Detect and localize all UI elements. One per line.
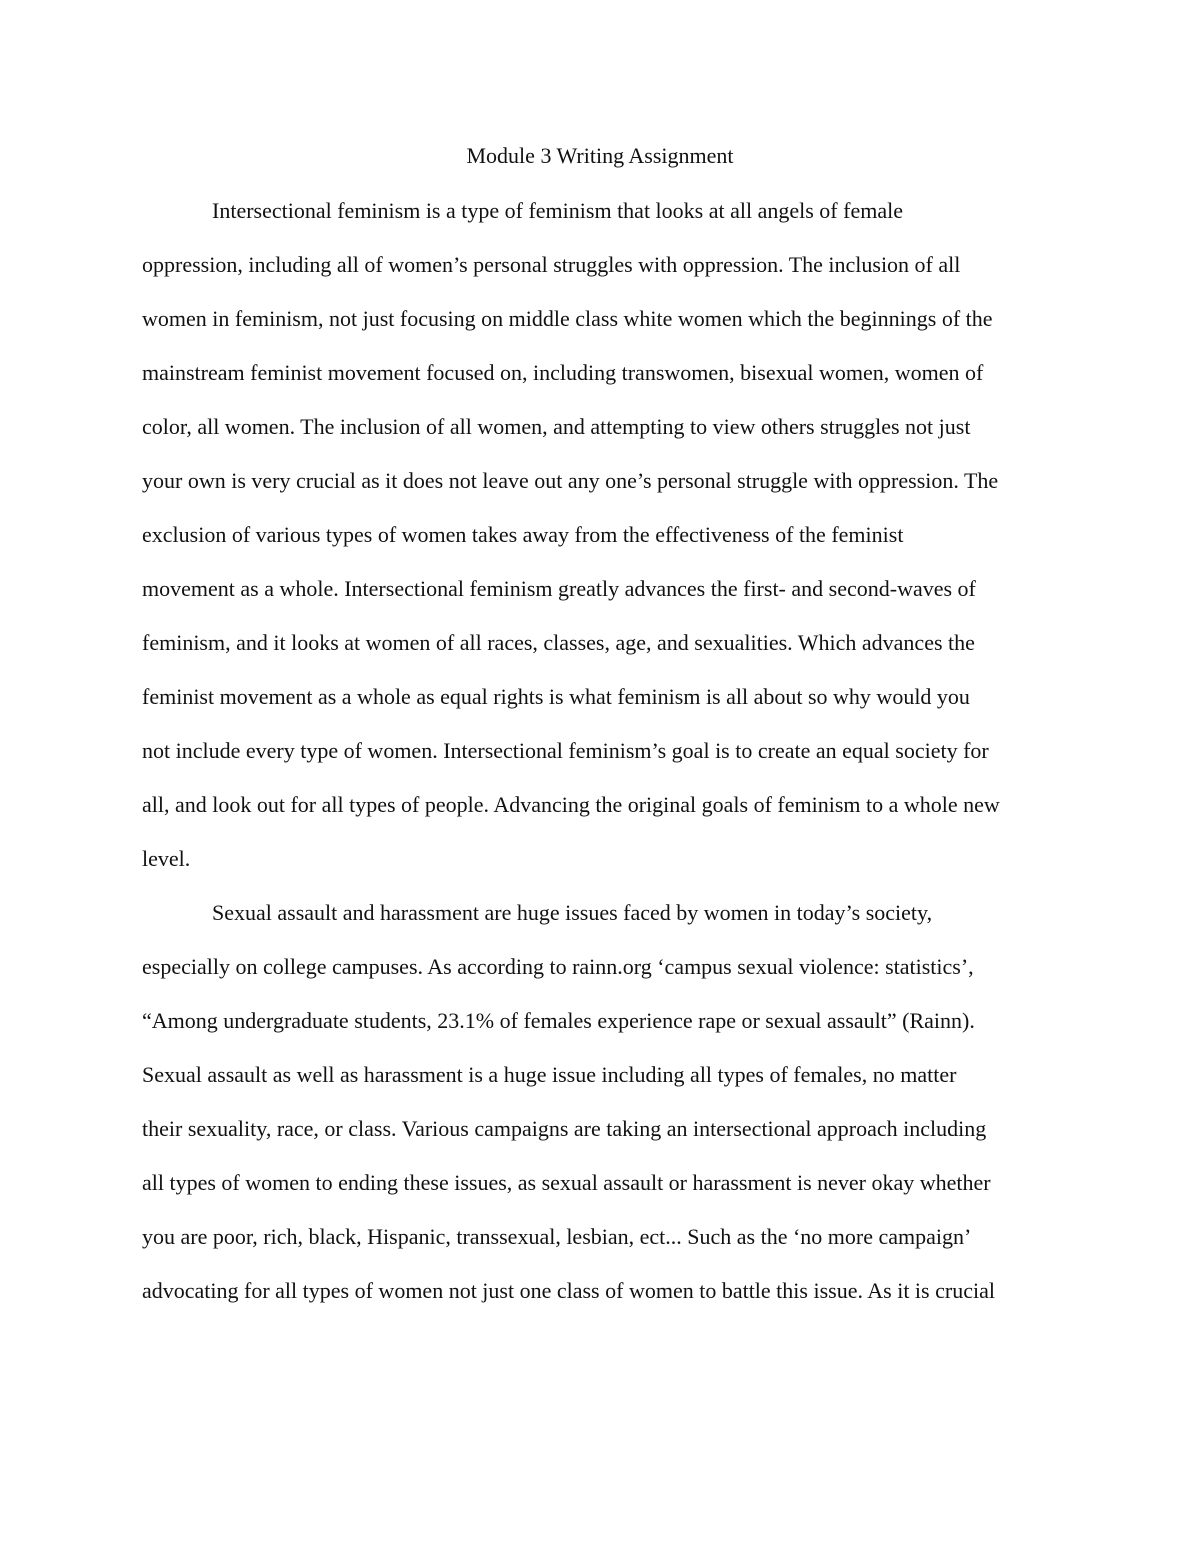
paragraph-2-line: all types of women to ending these issues, as sexual assault or harassment is never okay whether (142, 1170, 991, 1195)
paragraph-1-line: not include every type of women. Intersectional feminism’s goal is to create an equal society for (142, 738, 989, 763)
paragraph-1-line: color, all women. The inclusion of all women, and attempting to view others struggles not just (142, 414, 971, 439)
paragraph-1-line: Intersectional feminism is a type of feminism that looks at all angels of female (212, 198, 903, 223)
paragraph-2-line: Sexual assault as well as harassment is a huge issue including all types of females, no matter (142, 1062, 957, 1087)
paragraph-2-line: advocating for all types of women not just one class of women to battle this issue. As it is crucial (142, 1278, 995, 1303)
document-title: Module 3 Writing Assignment (466, 143, 734, 168)
paragraph-2-line: especially on college campuses. As according to rainn.org ‘campus sexual violence: statistics’, (142, 954, 974, 979)
paragraph-1-line: oppression, including all of women’s personal struggles with oppression. The inclusion of all (142, 252, 961, 277)
paragraph-2-line: their sexuality, race, or class. Various campaigns are taking an intersectional approach including (142, 1116, 987, 1141)
paragraph-1-line: exclusion of various types of women takes away from the effectiveness of the feminist (142, 522, 904, 547)
paragraph-2-line: Sexual assault and harassment are huge issues faced by women in today’s society, (212, 900, 933, 925)
paragraph-1-line: movement as a whole. Intersectional feminism greatly advances the first- and second-waves of (142, 576, 976, 601)
paragraph-2-line: “Among undergraduate students, 23.1% of females experience rape or sexual assault” (Rainn). (142, 1008, 975, 1033)
paragraph-1-line: mainstream feminist movement focused on, including transwomen, bisexual women, women of (142, 360, 984, 385)
paragraph-1-line: feminism, and it looks at women of all races, classes, age, and sexualities. Which advances the (142, 630, 975, 655)
paragraph-1-line: women in feminism, not just focusing on middle class white women which the beginnings of the (142, 306, 993, 331)
paragraph-1-line: your own is very crucial as it does not leave out any one’s personal struggle with oppression. The (142, 468, 999, 493)
paragraph-1-line: feminist movement as a whole as equal rights is what feminism is all about so why would you (142, 684, 970, 709)
paragraph-1-line: level. (142, 846, 191, 871)
paragraph-1-line: all, and look out for all types of people. Advancing the original goals of feminism to a whole new (142, 792, 1000, 817)
paragraph-2-line: you are poor, rich, black, Hispanic, transsexual, lesbian, ect... Such as the ‘no more campaign’ (142, 1224, 972, 1249)
